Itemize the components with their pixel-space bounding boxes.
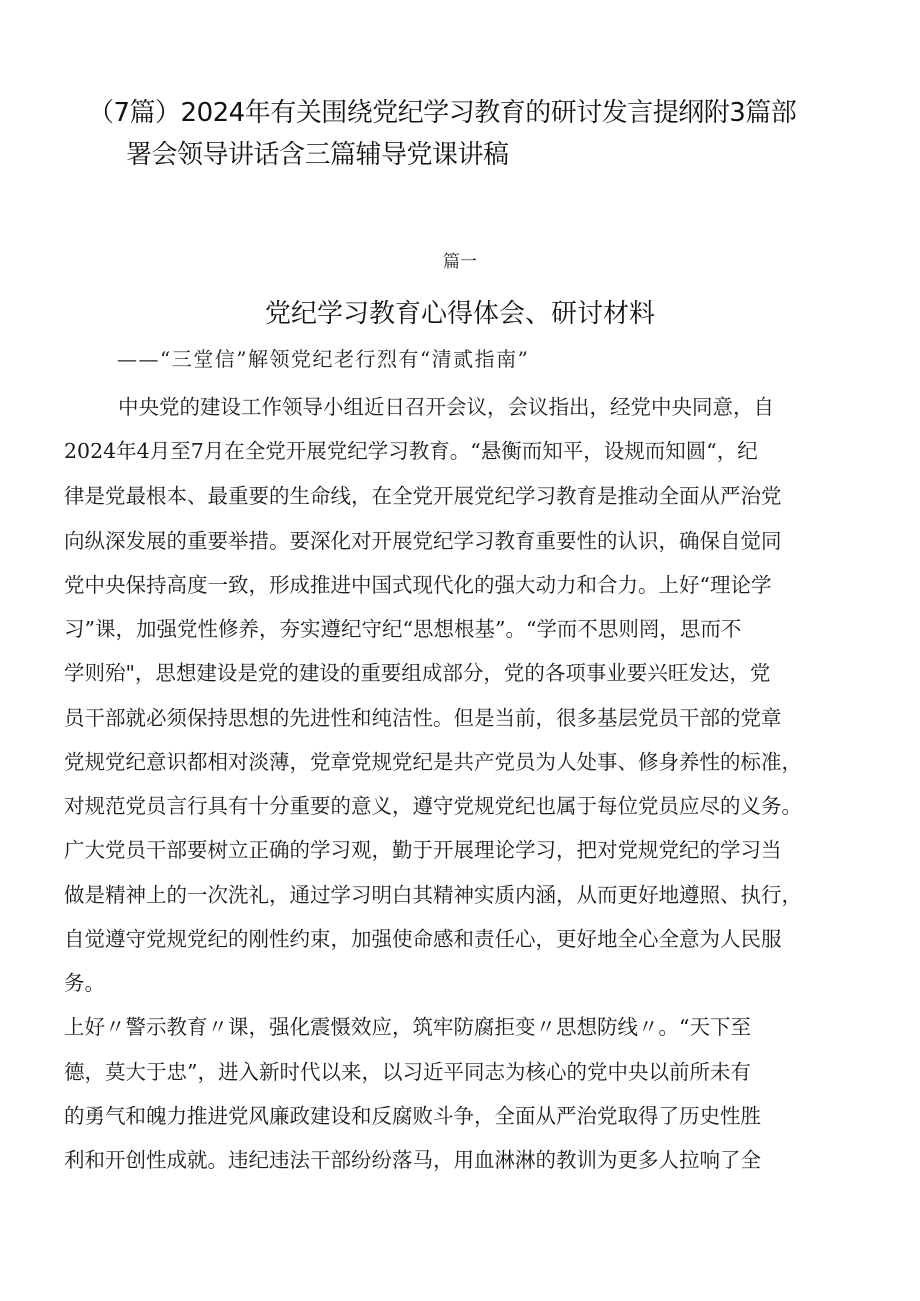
section-title: 党纪学习教育心得体会、研讨材料 (264, 299, 655, 329)
body-line: 务。 (64, 971, 105, 995)
body-line: 对规范党员言行具有十分重要的意义，遵守党规党纪也属于每位党员应尽的义务。 (64, 794, 802, 818)
body-line: 上好〃警示教育〃课，强化震慑效应，筑牢防腐拒变〃思想防线〃。“天下至 (64, 1015, 751, 1039)
body-line: 的勇气和魄力推进党风廉政建设和反腐败斗争，全面从严治党取得了历史性胜 (64, 1104, 761, 1128)
body-line: 习”课，加强党性修养，夯实遵纪守纪“思想根基”。“学而不思则罔，思而不 (64, 617, 742, 641)
body-line: 向纵深发展的重要举措。要深化对开展党纪学习教育重要性的认识，确保自觉同 (64, 529, 782, 553)
section-subtitle: ——“三堂信”解领党纪老行烈有“清贰指南” (117, 347, 530, 371)
document-title-line-1: （7篇）2024年有关围绕党纪学习教育的研讨发言提纲附3篇部 (88, 98, 797, 128)
body-line: 做是精神上的一次洗礼，通过学习明白其精神实质内涵，从而更好地遵照、执行， (64, 883, 802, 907)
body-line: 2024年4月至7月在全党开展党纪学习教育。“悬衡而知平，设规而知圆“，纪 (64, 439, 758, 463)
body-line: 中央党的建设工作领导小组近日召开会议，会议指出，经党中央同意，自 (118, 395, 774, 419)
body-line: 学则殆"，思想建设是党的建设的重要组成部分，党的各项事业要兴旺发达，党 (64, 661, 771, 685)
body-line: 党规党纪意识都相对淡薄，党章党规党纪是共产党员为人处事、修身养性的标准， (64, 750, 802, 774)
body-line: 律是党最根本、最重要的生命线，在全党开展党纪学习教育是推动全面从严治党 (64, 484, 782, 508)
body-line: 员干部就必须保持思想的先进性和纯洁性。但是当前，很多基层党员干部的党章 (64, 706, 782, 730)
body-line: 德，莫大于忠”，进入新时代以来，以习近平同志为核心的党中央以前所未有 (64, 1060, 751, 1084)
document-title (88, 92, 868, 176)
document-title-line-2: 署会领导讲话含三篇辅导党课讲稿 (126, 140, 509, 170)
body-line: 党中央保持高度一致，形成推进中国式现代化的强大动力和合力。上好“理论学 (64, 573, 772, 597)
body-line: 广大党员干部要树立正确的学习观，勤于开展理论学习，把对党规党纪的学习当 (64, 838, 782, 862)
section-label: 篇一 (443, 252, 477, 272)
body-line: 利和开创性成就。违纪违法干部纷纷落马，用血淋淋的教训为更多人拉响了全 (64, 1148, 761, 1172)
body-line: 自觉遵守党规党纪的刚性约束，加强使命感和责任心，更好地全心全意为人民服 (64, 927, 782, 951)
